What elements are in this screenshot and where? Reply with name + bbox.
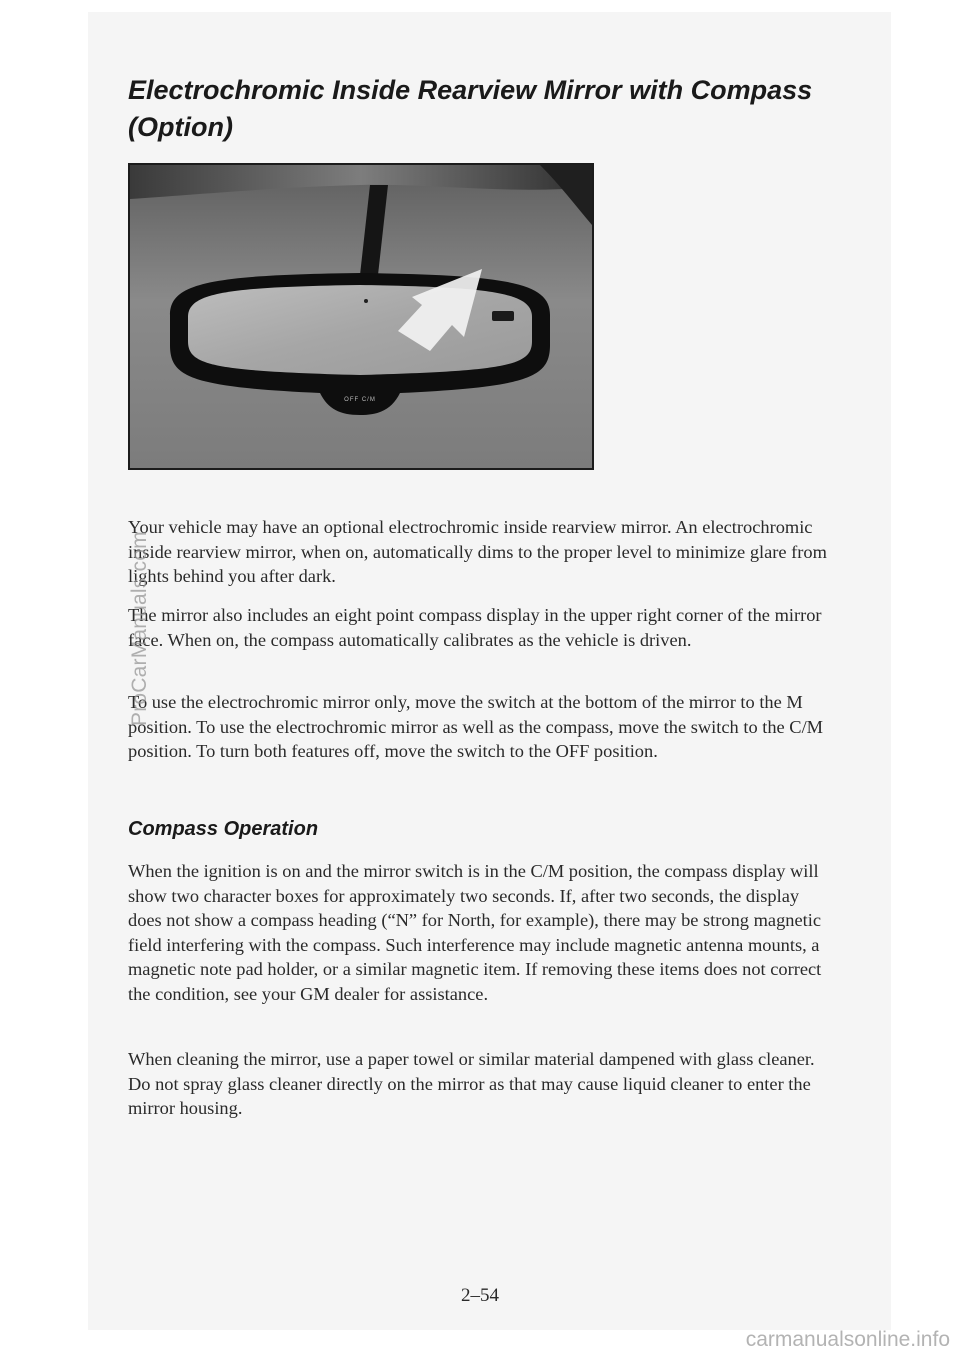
footer-watermark[interactable]: carmanualsonline.info <box>745 1328 950 1351</box>
paragraph-switch-usage: To use the electrochromic mirror only, move the switch at the bottom of the mirror to the M position. To use the electrochromic mirror as well as the compass, move the switch to the C/M position. To turn both features off, move the switch to the OFF position. <box>128 692 824 762</box>
mirror-photo <box>128 163 594 470</box>
paragraph-compass-operation: When the ignition is on and the mirror switch is in the C/M position, the compass display will show two character boxes for approximately two seconds. If, after two seconds, the display does not show a compass heading (“N” for North, for example), there may be strong magnetic field interfering with the compass. Such interference may include magnetic antenna mounts, a magnetic note pad holder, or a similar magnetic item. If removing these items does not correct the condition, see your GM dealer for assistance. <box>128 861 822 1004</box>
mirror-glass <box>188 285 532 375</box>
side-watermark: ProCarManuals.com <box>128 531 151 726</box>
compass-display <box>492 311 514 321</box>
section-heading-compass-operation: Compass Operation <box>128 818 319 840</box>
page-number: 2–54 <box>461 1285 499 1306</box>
light-sensor <box>364 299 368 303</box>
paragraph-cleaning: When cleaning the mirror, use a paper towel or similar material dampened with glass cleaner. Do not spray glass cleaner directly on the mirror as that may cause liquid cleaner to enter the mirror housing. <box>128 1049 815 1119</box>
paragraph-intro: Your vehicle may have an optional electrochromic inside rearview mirror. An electrochromic inside rearview mirror, when on, automatically dims to the proper level to minimize glare from lights behind you after dark. <box>128 517 827 587</box>
paragraph-compass-display: The mirror also includes an eight point compass display in the upper right corner of the mirror face. When on, the compass automatically calibrates as the vehicle is driven. <box>128 605 822 650</box>
page-title: Electrochromic Inside Rearview Mirror with Compass (Option) <box>128 75 813 142</box>
mirror-switch-label: OFF C/M <box>344 397 376 403</box>
mirror-illustration <box>130 165 592 468</box>
